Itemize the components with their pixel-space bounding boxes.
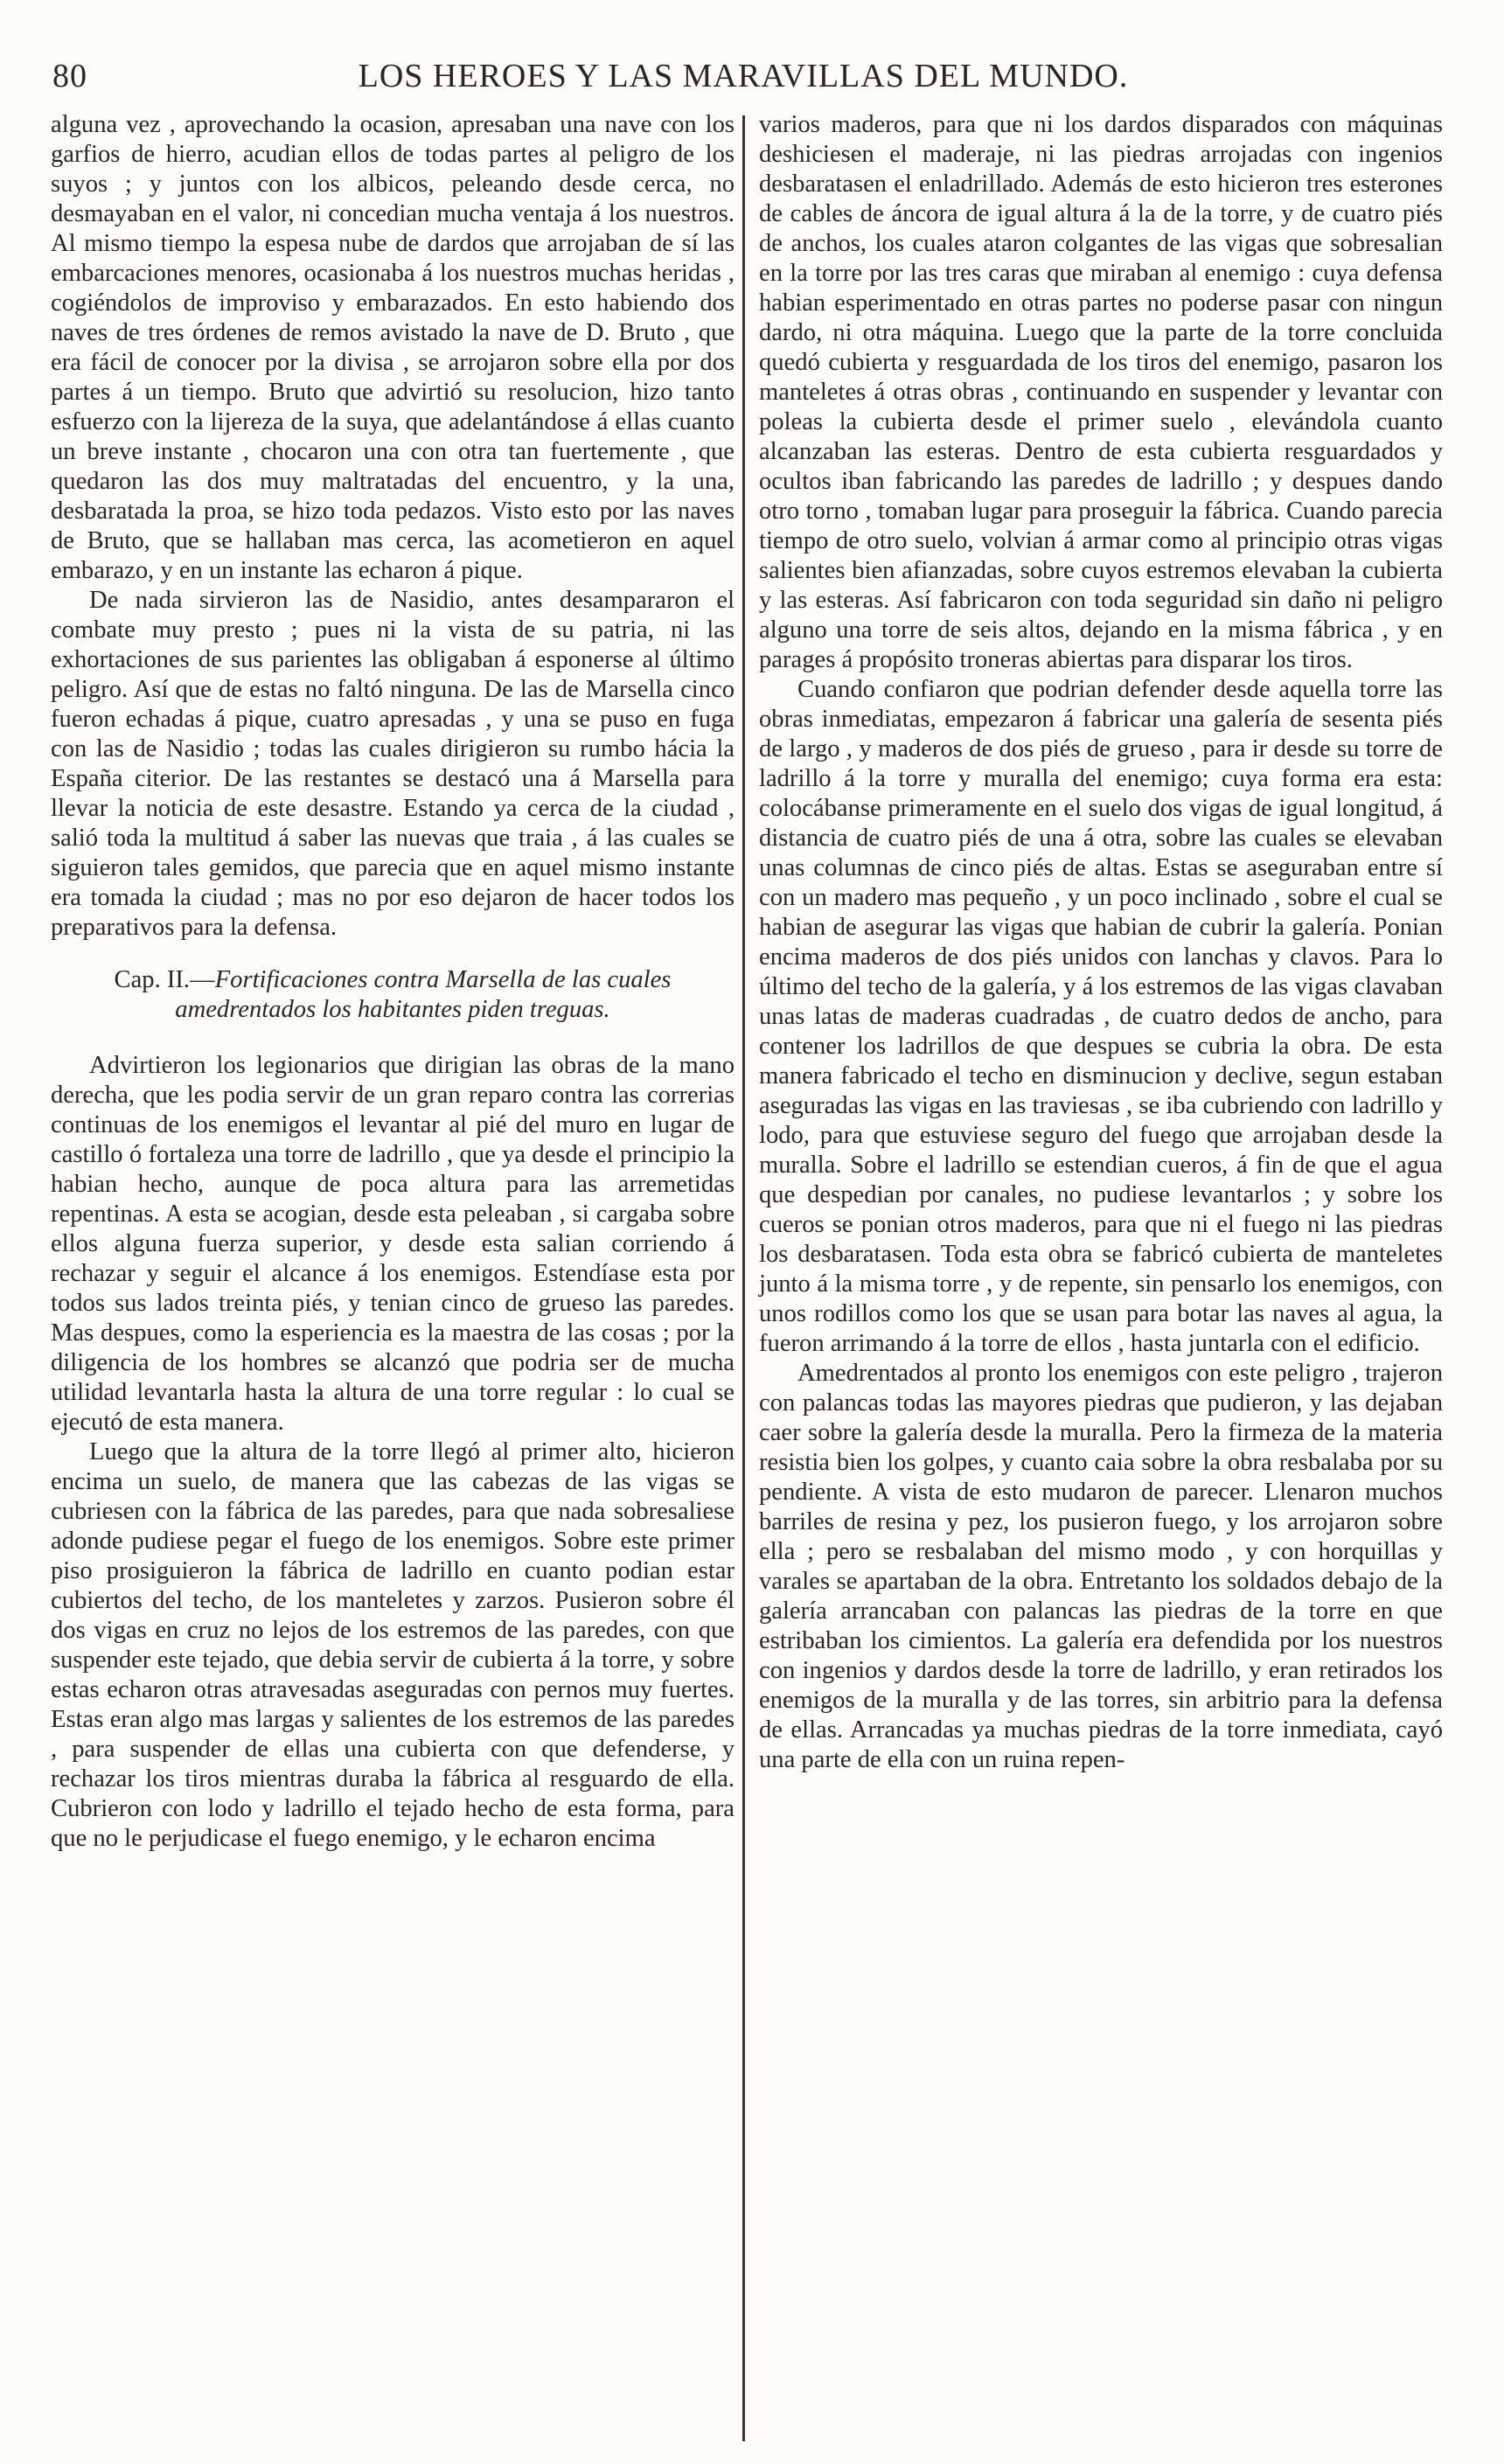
right-paragraph-3: Amedrentados al pronto los enemigos con este peligro , trajeron con palancas todas las mayores piedras que pudieron, y las dejaban caer sobre la galería desde la muralla. Pero la firmeza de la materia resistia bien los golpes, y cuanto caia sobre la obra resbalaba por su pendiente. A vista de esto mudaron de parecer. Llenaron muchos barriles de resina y pez, los pusieron fuego, y los arrojaron sobre ella ; pero se resbalaban del mismo modo , y con horquillas y varales se apartaban de la obra. Entretanto los soldados debajo de la galería arrancaban con palancas las piedras de la torre en que estribaban los cimientos. La galería era defendida por los nuestros con ingenios y dardos desde la torre de ladrillo, y eran retirados los enemigos de la muralla y de las torres, sin arbitrio para la defensa de ellas. Arrancadas ya muchas piedras de la torre inmediata, cayó una parte de ella con un ruina repen- <box>759 1360 1443 1773</box>
left-paragraph-2: De nada sirvieron las de Nasidio, antes desampararon el combate muy presto ; pues ni la vista de su patria, ni las exhortaciones de sus parientes las obligaban á esponerse al último peligro. Así que de estas no faltó ninguna. De las de Marsella cinco fueron echadas á pique, cuatro apresadas , y una se puso en fuga con las de Nasidio ; todas las cuales dirigieron su rumbo hácia la España citerior. De las restantes se destacó una á Marsella para llevar la noticia de este desastre. Estando ya cerca de la ciudad , salió toda la multitud á saber las nuevas que traia , á las cuales se siguieron tales gemidos, que parecia que en aquel mismo instante era tomada la ciudad ; mas no por eso dejaron de hacer todos los preparativos para la defensa. <box>51 587 735 941</box>
running-title: LOS HEROES Y LAS MARAVILLAS DEL MUNDO. <box>358 58 1129 94</box>
left-paragraph-4: Luego que la altura de la torre llegó al primer alto, hicieron encima un suelo, de manera que las cabezas de las vigas se cubriesen con la fábrica de las paredes, para que nada sobresaliese adonde pudiese pegar el fuego de los enemigos. Sobre este primer piso prosiguieron la fábrica de ladrillo en cuanto podian estar cubiertos del techo, de los manteletes y zarzos. Pusieron sobre él dos vigas en cruz no lejos de los estremos de las paredes, con que suspender este tejado, que debia servir de cubierta á la torre, y sobre estas echaron otras atravesadas aseguradas con pernos muy fuertes. Estas eran algo mas largas y salientes de los estremos de las paredes , para suspender de ellas una cubierta con que defenderse, y rechazar los tiros mientras duraba la fábrica al resguardo de ella. Cubrieron con lodo y ladrillo el tejado hecho de esta forma, para que no le perjudicase el fuego enemigo, y le echaron encima <box>51 1438 735 1852</box>
page-header <box>52 54 1434 98</box>
chapter-label: Cap. II.— <box>114 966 215 993</box>
left-column <box>51 110 735 1854</box>
right-column <box>759 110 1443 1775</box>
chapter-heading <box>51 965 735 1025</box>
page-number: 80 <box>52 58 87 94</box>
right-paragraph-2: Cuando confiaron que podrian defender desde aquella torre las obras inmediatas, empezaron á fabricar una galería de sesenta piés de largo , y maderos de dos piés de grueso , para ir desde su torre de ladrillo á la torre y muralla del enemigo; cuya forma era esta: colocábanse primeramente en el suelo dos vigas de igual longitud, á distancia de cuatro piés de una á otra, sobre las cuales se elevaban unas columnas de cinco piés de altas. Estas se aseguraban entre sí con un madero mas pequeño , y un poco inclinado , sobre el cual se habian de asegurar las vigas que habian de cubrir la galería. Ponian encima maderos de dos piés unidos con lanchas y clavos. Para lo último del techo de la galería, y á los estremos de las vigas clavaban unas latas de maderas cuadradas , de cuatro dedos de ancho, para contener los ladrillos de que despues se cubria la obra. De esta manera fabricado el techo en disminucion y declive, segun estaban aseguradas las vigas en las traviesas , se iba cubriendo con ladrillo y lodo, para que estuviese seguro del fuego que arrojaban desde la muralla. Sobre el ladrillo se estendian cueros, á fin de que el agua que despedian por canales, no pudiese levantarlos ; y sobre los cueros se ponian otros maderos, para que ni el fuego ni las piedras los desbaratasen. Toda esta obra se fabricó cubierta de manteletes junto á la misma torre , y de repente, sin pensarlo los enemigos, con unos rodillos como los que se usan para botar las naves al agua, la fueron arrimando á la torre de ellos , hasta juntarla con el edificio. <box>759 676 1443 1357</box>
left-paragraph-3: Advirtieron los legionarios que dirigian las obras de la mano derecha, que les podia servir de un gran reparo contra las correrias continuas de los enemigos el levantar al pié del muro en lugar de castillo ó fortaleza una torre de ladrillo , que ya desde el principio la habian hecho, aunque de poca altura para las arremetidas repentinas. A esta se acogian, desde esta peleaban , si cargaba sobre ellos alguna fuerza superior, y desde esta salian corriendo á rechazar y seguir el alcance á los enemigos. Estendíase esta por todos sus lados treinta piés, y tenian cinco de grueso las paredes. Mas despues, como la esperiencia es la maestra de las cosas ; por la diligencia de los hombres se alcanzó que podria ser de mucha utilidad levantarla hasta la altura de una torre regular : lo cual se ejecutó de esta manera. <box>51 1052 735 1436</box>
chapter-title: Fortificaciones contra Marsella de las cuales amedrentados los habitantes piden treguas. <box>175 966 672 1023</box>
right-paragraph-1: varios maderos, para que ni los dardos disparados con máquinas deshiciesen el maderaje, ni las piedras arrojadas con ingenios desbaratasen el enladrillado. Además de esto hicieron tres esterones de cables de áncora de igual altura á la de la torre, y de cuatro piés de anchos, los cuales ataron colgantes de las vigas que sobresalian en la torre por las tres caras que miraban al enemigo : cuya defensa habian esperimentado en otras partes no poderse pasar con ningun dardo, ni otra máquina. Luego que la parte de la torre concluida quedó cubierta y resguardada de los tiros del enemigo, pasaron los manteletes á otras obras , continuando en suspender y levantar con poleas la cubierta desde el primer suelo , elevándola cuanto alcanzaban las esteras. Dentro de esta cubierta resguardados y ocultos iban fabricando las paredes de ladrillo ; y despues dando otro torno , tomaban lugar para proseguir la fábrica. Cuando parecia tiempo de otro suelo, volvian á armar como al principio otras vigas salientes bien afianzadas, sobre cuyos estremos elevaban la cubierta y las esteras. Así fabricaron con toda seguridad sin daño ni peligro alguno una torre de seis altos, dejando en la misma fábrica , y en parages á propósito troneras abiertas para disparar los tiros. <box>759 111 1443 673</box>
column-divider <box>742 115 745 2441</box>
left-paragraph-1: alguna vez , aprovechando la ocasion, apresaban una nave con los garfios de hierro, acudian ellos de todas partes al peligro de los suyos ; y juntos con los albicos, peleando desde cerca, no desmayaban en el valor, ni concedian mucha ventaja á los nuestros. Al mismo tiempo la espesa nube de dardos que arrojaban de sí las embarcaciones menores, ocasionaba á los nuestros muchas heridas , cogiéndolos de improviso y embarazados. En esto habiendo dos naves de tres órdenes de remos avistado la nave de D. Bruto , que era fácil de conocer por la divisa , se arrojaron sobre ella por dos partes á un tiempo. Bruto que advirtió su resolucion, hizo tanto esfuerzo con la lijereza de la suya, que adelantándose á ellas cuanto un breve instante , chocaron una con otra tan fuertemente , que quedaron las dos muy maltratadas del encuentro, y la una, desbaratada la proa, se hizo toda pedazos. Visto esto por las naves de Bruto, que se hallaban mas cerca, las acometieron en aquel embarazo, y en un instante las echaron á pique. <box>51 111 735 584</box>
